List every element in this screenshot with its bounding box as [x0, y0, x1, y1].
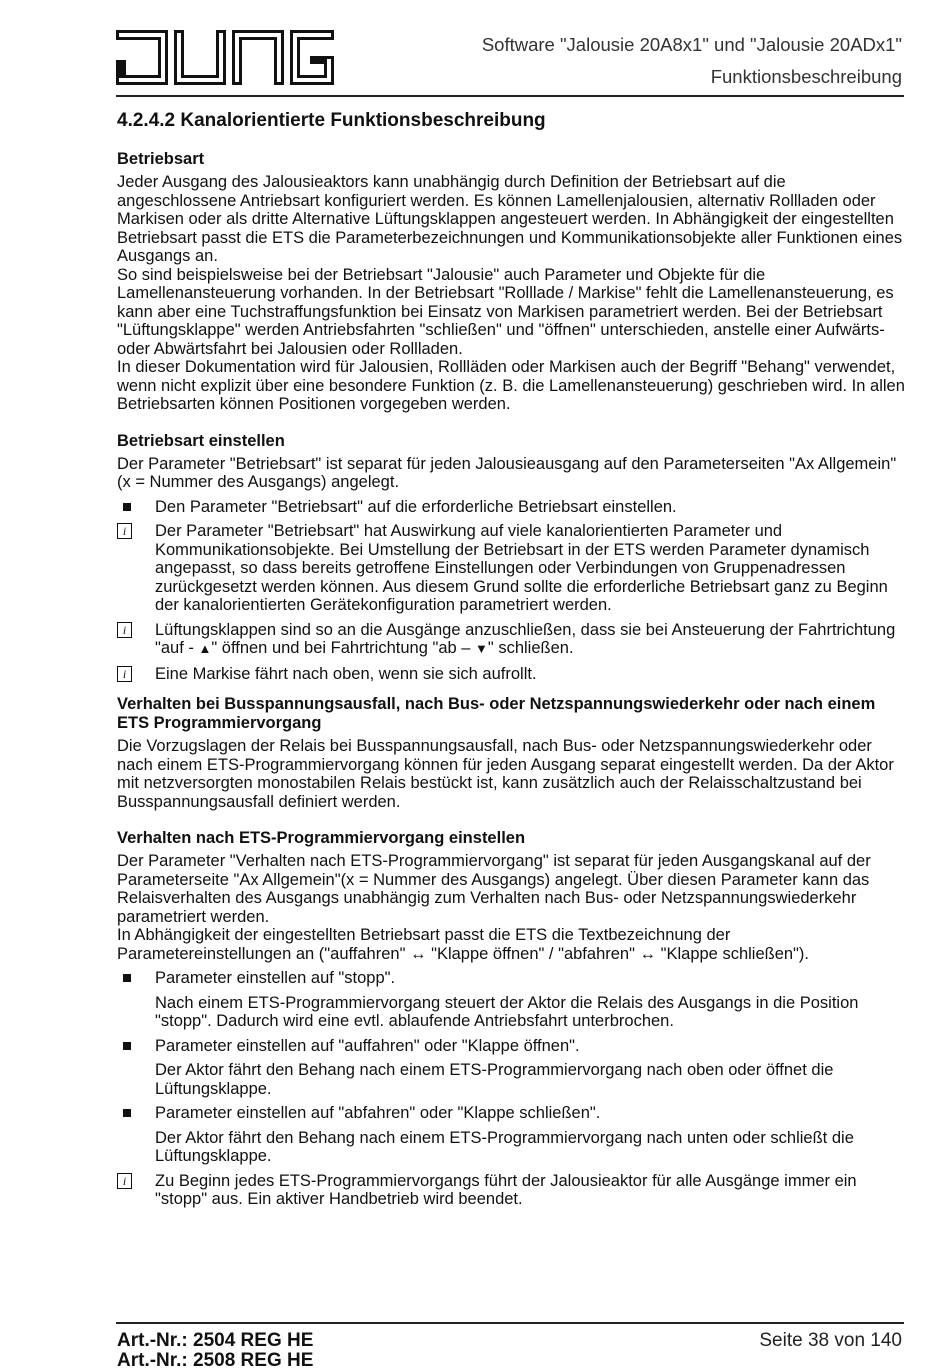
info-icon: i: [117, 523, 132, 539]
main-content: [117, 110, 905, 1209]
paragraph: In Abhängigkeit der eingestellten Betriebsart passt die ETS die Textbezeichnung der Parametereinstellungen an ("auffahren" ↔ "Klappe öffnen" / "abfahren" ↔ "Klappe schließen").: [117, 926, 809, 963]
paragraph: Jeder Ausgang des Jalousieaktors kann unabhängig durch Definition der Betriebsart auf die angeschlossene Antriebsart konfiguriert werden. Es können Lamellenjalousien, alternativ Rollladen oder Markisen oder als dritte Alternative Lüftungsklappen angesteuert werden. In Abhängigkeit der eingestellten Betriebsart passt die ETS die Parameterbezeichnungen und Kommunikationsobjekte aller Funktionen eines Ausgangs an.: [117, 173, 903, 265]
header-title: Software "Jalousie 20A8x1" und "Jalousie 20ADx1": [481, 34, 902, 55]
paragraph: Der Parameter "Verhalten nach ETS-Programmiervorgang" ist separat für jeden Ausgangskanal auf der Parameterseite "Ax Allgemein"(x = Nummer des Ausgangs) angelegt. Über diesen Parameter kann das Relaisverhalten des Ausgangs unabhängig zum Verhalten nach Bus- oder Netzspannungswiederkehr parametriert werden.: [117, 852, 871, 926]
paragraph: So sind beispielsweise bei der Betriebsart "Jalousie" auch Parameter und Objekte für die Lamellenansteuerung vorhanden. In der Betriebsart "Rolllade / Markise" fehlt die Lamellenansteuerung, es kann aber eine Tuchstraffungsfunktion bei Einsatz von Markisen parametriert werden. Bei der Betriebsart "Lüftungsklappe" werden Antriebsfahrten "schließen" und "öffnen" unterschieden, anstelle einer Aufwärts- oder Abwärtsfahrt bei Jalousien oder Rollladen.: [117, 265, 894, 358]
info-icon: i: [117, 666, 132, 682]
list-item-detail: Der Aktor fährt den Behang nach einem ETS-Programmiervorgang nach oben oder öffnet die Lüftungsklappe.: [155, 1061, 834, 1098]
square-bullet-icon: [123, 1042, 131, 1050]
info-note: i Zu Beginn jedes ETS-Programmiervorgangs führt der Jalousieaktor für alle Ausgänge immer ein "stopp" aus. Ein aktiver Handbetrieb wird beendet.: [117, 1172, 905, 1209]
triangle-up-icon: ▲: [198, 641, 212, 656]
header-divider: [116, 95, 904, 97]
section-title: 4.2.4.2 Kanalorientierte Funktionsbeschreibung: [117, 110, 546, 131]
list-item: Parameter einstellen auf "auffahren" oder "Klappe öffnen".: [117, 1037, 905, 1056]
paragraph: In dieser Dokumentation wird für Jalousien, Rollläden oder Markisen auch der Begriff "Behang" verwendet, wenn nicht explizit über eine besondere Funktion (z. B. die Lamellenansteuerung) geschrieben wird. In allen Betriebsarten können Positionen vorgegeben werden.: [117, 358, 905, 413]
heading-betriebsart-einstellen: Betriebsart einstellen: [117, 431, 285, 450]
page-number: Seite 38 von 140: [759, 1330, 902, 1351]
list-item-detail: Nach einem ETS-Programmiervorgang steuert der Aktor die Relais des Ausgangs in die Position "stopp". Dadurch wird eine evtl. ablaufende Antriebsfahrt unterbrochen.: [155, 993, 859, 1030]
list-item: Parameter einstellen auf "abfahren" oder "Klappe schließen".: [117, 1104, 905, 1123]
heading-verhalten-ets: Verhalten nach ETS-Programmiervorgang einstellen: [117, 829, 526, 847]
list-item: Den Parameter "Betriebsart" auf die erforderliche Betriebsart einstellen.: [117, 498, 905, 517]
square-bullet-icon: [123, 503, 131, 511]
info-note: i Eine Markise fährt nach oben, wenn sie sich aufrollt.: [117, 665, 905, 684]
article-number: Art.-Nr.: 2504 REG HE: [117, 1330, 314, 1351]
square-bullet-icon: [123, 974, 131, 982]
article-number: Art.-Nr.: 2508 REG HE: [117, 1350, 314, 1371]
list-item: Parameter einstellen auf "stopp".: [117, 969, 905, 988]
info-note: i Lüftungsklappen sind so an die Ausgänge anzuschließen, dass sie bei Ansteuerung der Fahrtrichtung "auf - ▲" öffnen und bei Fahrtrichtung "ab – ▼" schließen.: [117, 621, 905, 659]
square-bullet-icon: [123, 1109, 131, 1117]
heading-verhalten-busspannung: Verhalten bei Busspannungsausfall, nach Bus- oder Netzspannungswiederkehr oder nach einem ETS Programmiervorgang: [117, 695, 876, 732]
info-icon: i: [117, 1173, 132, 1189]
info-icon: i: [117, 622, 132, 638]
paragraph: Der Parameter "Betriebsart" ist separat für jeden Jalousieausgang auf den Parameterseiten "Ax Allgemein"(x = Nummer des Ausgangs) angelegt.: [117, 454, 897, 491]
paragraph: Die Vorzugslagen der Relais bei Busspannungsausfall, nach Bus- oder Netzspannungswiederkehr oder nach einem ETS-Programmiervorgang können für jeden Ausgang separat eingestellt werden. Da der Aktor mit netzversorgten monostabilen Relais bestückt ist, kann zusätzlich auch der Relaisschaltzustand bei Busspannungsausfall definiert werden.: [117, 737, 894, 811]
info-note: i Der Parameter "Betriebsart" hat Auswirkung auf viele kanalorientierten Parameter und Kommunikationsobjekte. Bei Umstellung der Betriebsart in der ETS werden Parameter dynamisch angepasst, so dass bereits getroffene Einstellungen oder Verbindungen von Gruppenadressen zurückgesetzt werden können. Aus diesem Grund sollte die erforderliche Betriebsart ganz zu Beginn der kanalorientierten Gerätekonfiguration parametriert werden.: [117, 522, 905, 615]
list-item-detail: Der Aktor fährt den Behang nach einem ETS-Programmiervorgang nach unten oder schließt die Lüftungsklappe.: [155, 1128, 854, 1165]
header-subtitle: Funktionsbeschreibung: [710, 66, 902, 87]
triangle-down-icon: ▼: [475, 641, 488, 656]
footer-divider: [116, 1322, 904, 1324]
heading-betriebsart: Betriebsart: [117, 150, 205, 168]
jung-logo: [116, 30, 334, 85]
